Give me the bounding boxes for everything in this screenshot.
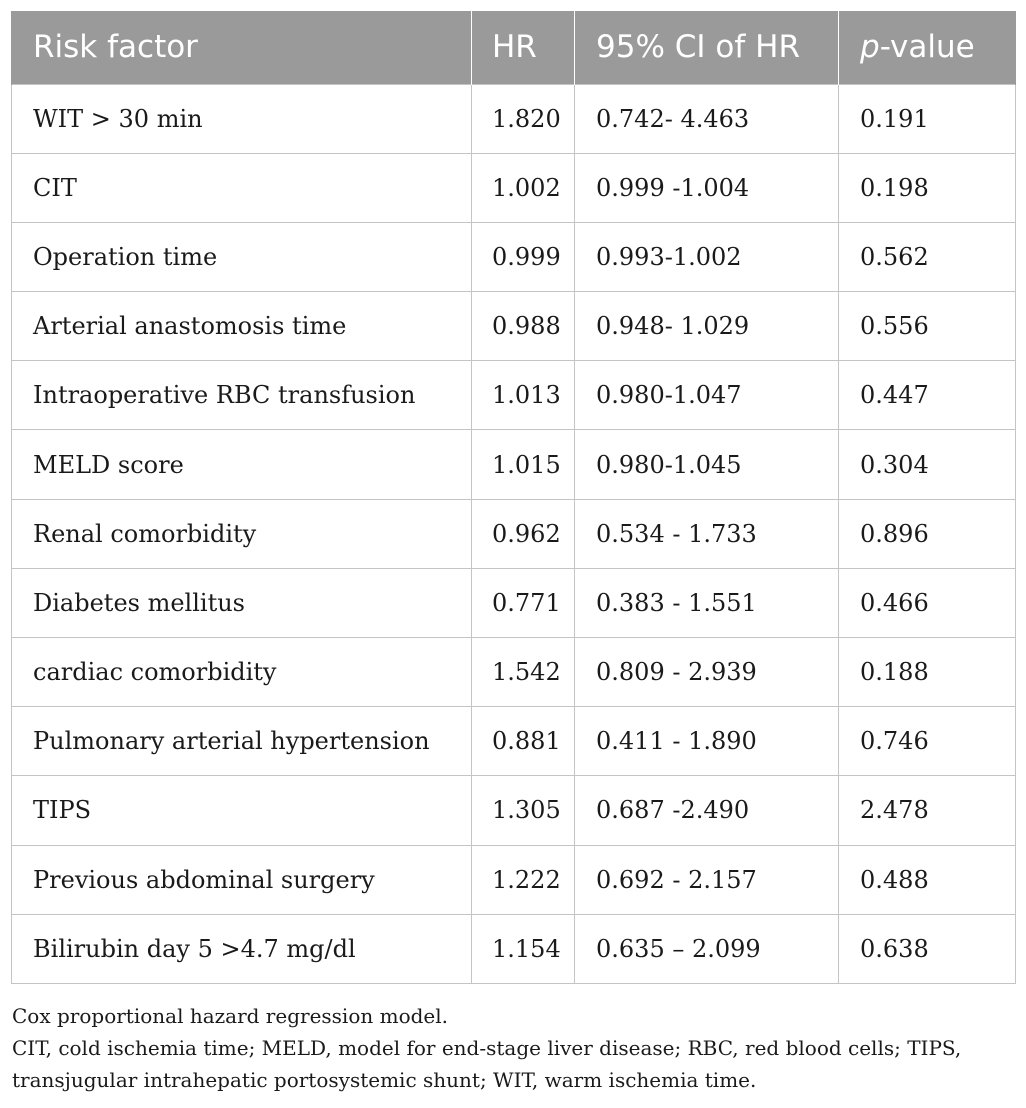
cell-ci: 0.635 – 2.099 [575, 914, 839, 983]
cell-factor: MELD score [12, 430, 472, 499]
footnote-abbreviations: CIT, cold ischemia time; MELD, model for end-stage liver disease; RBC, red blood cells; TIPS, transjugular intrahepatic portosystemic shunt; WIT, warm ischemia time. [12, 1036, 962, 1092]
cell-factor: Renal comorbidity [12, 499, 472, 568]
cell-factor: Arterial anastomosis time [12, 292, 472, 361]
table-row [12, 430, 1016, 499]
cell-factor: Diabetes mellitus [12, 568, 472, 637]
cell-ci: 0.999 -1.004 [575, 153, 839, 222]
cell-p-value: 0.188 [839, 638, 1016, 707]
cell-p-value: 0.191 [839, 84, 1016, 153]
table-row [12, 776, 1016, 845]
header-row [12, 11, 1016, 84]
cell-hr: 1.002 [472, 153, 575, 222]
table-row [12, 361, 1016, 430]
cell-factor: WIT > 30 min [12, 84, 472, 153]
table-row [12, 914, 1016, 983]
cell-ci: 0.948- 1.029 [575, 292, 839, 361]
cell-hr: 1.542 [472, 638, 575, 707]
table-row [12, 292, 1016, 361]
cell-factor: Operation time [12, 222, 472, 291]
cell-ci: 0.383 - 1.551 [575, 568, 839, 637]
cell-ci: 0.692 - 2.157 [575, 845, 839, 914]
cell-p-value: 0.896 [839, 499, 1016, 568]
cell-hr: 0.771 [472, 568, 575, 637]
cell-p-value: 0.556 [839, 292, 1016, 361]
cell-hr: 1.013 [472, 361, 575, 430]
cell-p-value: 2.478 [839, 776, 1016, 845]
header-ci: 95% CI of HR [575, 11, 839, 84]
cell-ci: 0.809 - 2.939 [575, 638, 839, 707]
cell-hr: 0.881 [472, 707, 575, 776]
header-hr: HR [472, 11, 575, 84]
table-row [12, 499, 1016, 568]
table-row [12, 638, 1016, 707]
cell-ci: 0.411 - 1.890 [575, 707, 839, 776]
cell-ci: 0.993-1.002 [575, 222, 839, 291]
cell-p-value: 0.562 [839, 222, 1016, 291]
footnote-model: Cox proportional hazard regression model. [12, 1004, 449, 1028]
table-row [12, 222, 1016, 291]
header-p-italic: p [860, 29, 880, 66]
cell-hr: 0.988 [472, 292, 575, 361]
table-header [12, 11, 1016, 84]
table-row [12, 568, 1016, 637]
header-p-rest: -value [879, 29, 975, 66]
risk-factor-table [11, 11, 1016, 984]
cell-hr: 1.015 [472, 430, 575, 499]
cell-factor: Previous abdominal surgery [12, 845, 472, 914]
table-row [12, 845, 1016, 914]
table-row [12, 84, 1016, 153]
cell-hr: 1.222 [472, 845, 575, 914]
cell-hr: 0.999 [472, 222, 575, 291]
cell-ci: 0.980-1.047 [575, 361, 839, 430]
table-row [12, 707, 1016, 776]
table-row [12, 153, 1016, 222]
table-body [12, 84, 1016, 983]
cell-p-value: 0.198 [839, 153, 1016, 222]
cell-p-value: 0.638 [839, 914, 1016, 983]
cell-factor: Intraoperative RBC transfusion [12, 361, 472, 430]
cell-factor: CIT [12, 153, 472, 222]
cell-ci: 0.980-1.045 [575, 430, 839, 499]
header-p-value [839, 11, 1016, 84]
cell-ci: 0.534 - 1.733 [575, 499, 839, 568]
cell-p-value: 0.746 [839, 707, 1016, 776]
cell-factor: Bilirubin day 5 >4.7 mg/dl [12, 914, 472, 983]
risk-factor-table-container [11, 11, 1015, 984]
cell-factor: TIPS [12, 776, 472, 845]
cell-ci: 0.742- 4.463 [575, 84, 839, 153]
cell-factor: cardiac comorbidity [12, 638, 472, 707]
cell-hr: 1.820 [472, 84, 575, 153]
cell-p-value: 0.488 [839, 845, 1016, 914]
cell-hr: 0.962 [472, 499, 575, 568]
cell-ci: 0.687 -2.490 [575, 776, 839, 845]
cell-p-value: 0.447 [839, 361, 1016, 430]
cell-hr: 1.305 [472, 776, 575, 845]
header-risk-factor: Risk factor [12, 11, 472, 84]
cell-p-value: 0.466 [839, 568, 1016, 637]
cell-factor: Pulmonary arterial hypertension [12, 707, 472, 776]
cell-hr: 1.154 [472, 914, 575, 983]
cell-p-value: 0.304 [839, 430, 1016, 499]
table-footnotes [12, 1000, 1016, 1096]
